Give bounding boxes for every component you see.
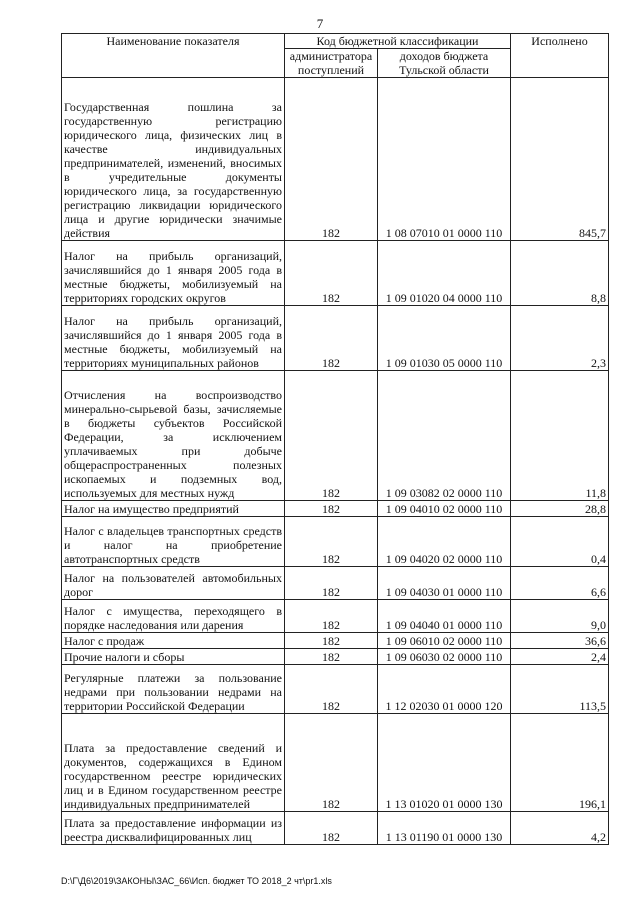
table-row	[62, 649, 609, 665]
table-row	[62, 371, 609, 501]
header-done: Исполнено	[511, 34, 609, 78]
row-done: 9,0	[511, 600, 609, 633]
row-code: 1 09 06030 02 0000 110	[378, 649, 511, 665]
row-name: Государственная пошлина за государственную регистрацию юридического лица, физических лиц в качестве индивидуальных предпринимателей, изменений, вносимых в учредительные документы юридического лица, за государственную регистрацию ликвидации юридического лица и другие юридически значимые действия	[62, 78, 285, 241]
table-row	[62, 567, 609, 600]
row-done: 196,1	[511, 714, 609, 812]
row-code: 1 09 01020 04 0000 110	[378, 241, 511, 306]
row-code: 1 09 03082 02 0000 110	[378, 371, 511, 501]
table-row	[62, 812, 609, 845]
row-admin: 182	[285, 600, 378, 633]
row-name: Налог с имущества, переходящего в порядке наследования или дарения	[62, 600, 285, 633]
row-code: 1 09 01030 05 0000 110	[378, 306, 511, 371]
row-done: 2,4	[511, 649, 609, 665]
row-done: 36,6	[511, 633, 609, 649]
row-name: Отчисления на воспроизводство минерально-сырьевой базы, зачисляемые в бюджеты субъектов Российской Федерации, за исключением уплачиваемых при добыче общераспространенных полезных ископаемых и подземных вод, используемых для местных нужд	[62, 371, 285, 501]
row-done: 845,7	[511, 78, 609, 241]
row-admin: 182	[285, 649, 378, 665]
row-done: 0,4	[511, 517, 609, 567]
row-code: 1 13 01020 01 0000 130	[378, 714, 511, 812]
table-row	[62, 714, 609, 812]
file-path-footer: D:\Г\Д6\2019\ЗАКОНЫ\ЗАС_66\Исп. бюджет ТО 2018_2 чт\pr1.xls	[61, 876, 332, 886]
row-name: Плата за предоставление сведений и документов, содержащихся в Едином государственном реестре юридических лиц и в Едином государственном реестре индивидуальных предпринимателей	[62, 714, 285, 812]
row-done: 11,8	[511, 371, 609, 501]
table-row	[62, 633, 609, 649]
table-body	[62, 78, 609, 845]
row-name: Налог на прибыль организаций, зачислявшийся до 1 января 2005 года в местные бюджеты, мобилизуемый на территориях городских округов	[62, 241, 285, 306]
row-code: 1 08 07010 01 0000 110	[378, 78, 511, 241]
table-row	[62, 517, 609, 567]
row-name: Прочие налоги и сборы	[62, 649, 285, 665]
row-admin: 182	[285, 567, 378, 600]
header-admin: администратора поступлений	[285, 49, 378, 78]
row-name: Налог с продаж	[62, 633, 285, 649]
table-row	[62, 241, 609, 306]
row-admin: 182	[285, 812, 378, 845]
row-done: 113,5	[511, 665, 609, 714]
row-done: 6,6	[511, 567, 609, 600]
row-code: 1 09 06010 02 0000 110	[378, 633, 511, 649]
row-admin: 182	[285, 371, 378, 501]
budget-table	[61, 33, 609, 845]
row-name: Налог на пользователей автомобильных дорог	[62, 567, 285, 600]
row-done: 8,8	[511, 241, 609, 306]
row-code: 1 12 02030 01 0000 120	[378, 665, 511, 714]
header-name: Наименование показателя	[62, 34, 285, 78]
row-admin: 182	[285, 501, 378, 517]
row-name: Налог на прибыль организаций, зачислявшийся до 1 января 2005 года в местные бюджеты, мобилизуемый на территориях муниципальных районов	[62, 306, 285, 371]
row-code: 1 09 04010 02 0000 110	[378, 501, 511, 517]
row-admin: 182	[285, 241, 378, 306]
row-admin: 182	[285, 78, 378, 241]
header-row-1	[62, 34, 609, 49]
row-admin: 182	[285, 714, 378, 812]
table-row	[62, 78, 609, 241]
row-name: Плата за предоставление информации из реестра дисквалифицированных лиц	[62, 812, 285, 845]
row-code: 1 13 01190 01 0000 130	[378, 812, 511, 845]
row-name: Регулярные платежи за пользование недрами при пользовании недрами на территории Российской Федерации	[62, 665, 285, 714]
row-code: 1 09 04040 01 0000 110	[378, 600, 511, 633]
row-admin: 182	[285, 306, 378, 371]
table-row	[62, 306, 609, 371]
table-row	[62, 501, 609, 517]
table-row	[62, 600, 609, 633]
table-row	[62, 665, 609, 714]
row-admin: 182	[285, 517, 378, 567]
header-revenue: доходов бюджета Тульской области	[378, 49, 511, 78]
page-number: 7	[316, 16, 324, 31]
row-code: 1 09 04020 02 0000 110	[378, 517, 511, 567]
row-name: Налог с владельцев транспортных средств и налог на приобретение автотранспортных средств	[62, 517, 285, 567]
row-code: 1 09 04030 01 0000 110	[378, 567, 511, 600]
row-done: 2,3	[511, 306, 609, 371]
header-code-group: Код бюджетной классификации	[285, 34, 511, 49]
row-name: Налог на имущество предприятий	[62, 501, 285, 517]
row-done: 4,2	[511, 812, 609, 845]
row-admin: 182	[285, 665, 378, 714]
row-admin: 182	[285, 633, 378, 649]
row-done: 28,8	[511, 501, 609, 517]
